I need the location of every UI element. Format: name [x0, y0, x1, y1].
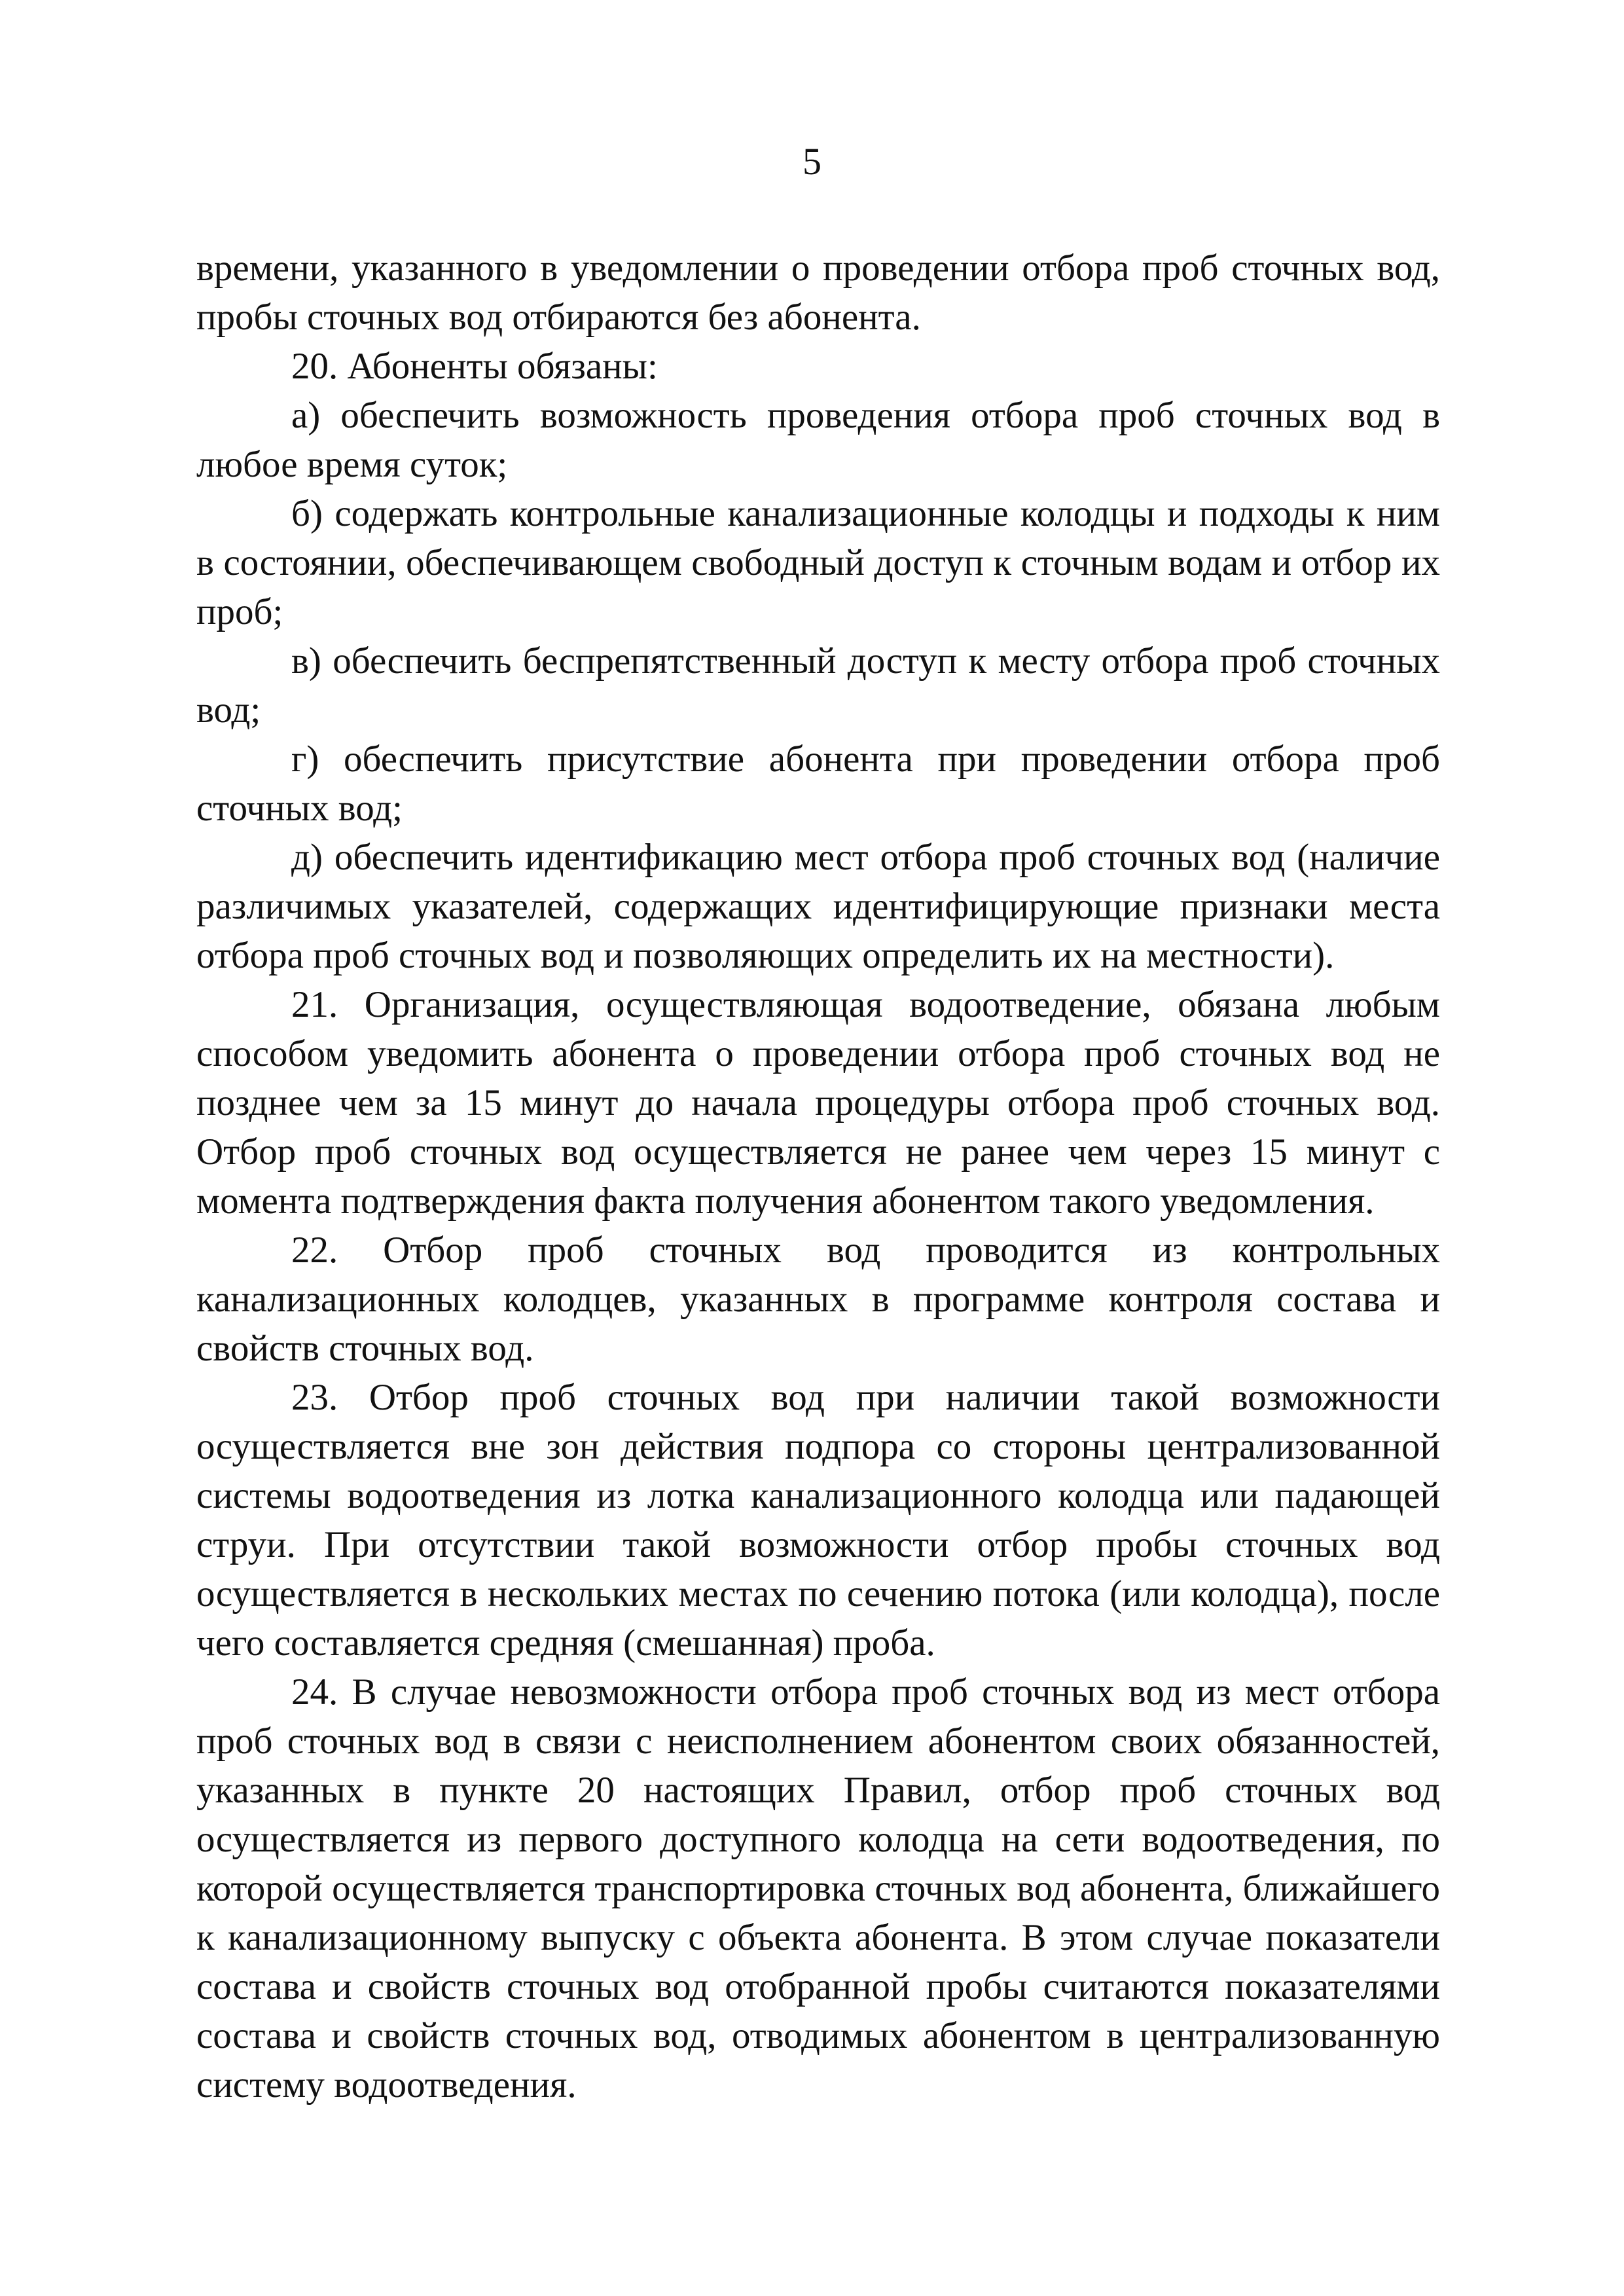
- page-number: 5: [803, 140, 821, 183]
- paragraph-clause-24: 24. В случае невозможности отбора проб сточных вод из мест отбора проб сточных вод в связи с неисполнением абонентом своих обязанностей, указанных в пункте 20 настоящих Правил, отбор проб сточных вод осуществляется из первого доступного колодца на сети водоотведения, по которой осуществляется транспортировка сточных вод абонента, ближайшего к канализационному выпуску с объекта абонента. В этом случае показатели состава и свойств сточных вод отобранной пробы считаются показателями состава и свойств сточных вод, отводимых абонентом в централизованную систему водоотведения.: [196, 1671, 1440, 2105]
- paragraph-clause-20: 20. Абоненты обязаны:: [291, 346, 658, 387]
- paragraph-continuation: времени, указанного в уведомлении о проведении отбора проб сточных вод, пробы сточных вод отбираются без абонента.: [196, 247, 1440, 338]
- paragraph-clause-20-v: в) обеспечить беспрепятственный доступ к месту отбора проб сточных вод;: [196, 640, 1440, 731]
- paragraph-clause-21: 21. Организация, осуществляющая водоотведение, обязана любым способом уведомить абонента о проведении отбора проб сточных вод не позднее чем за 15 минут до начала процедуры отбора проб сточных вод. Отбор проб сточных вод осуществляется не ранее чем через 15 минут с момента подтверждения факта получения абонентом такого уведомления.: [196, 984, 1440, 1222]
- document-body: [196, 244, 1440, 2109]
- paragraph-clause-22: 22. Отбор проб сточных вод проводится из контрольных канализационных колодцев, указанных в программе контроля состава и свойств сточных вод.: [196, 1230, 1440, 1369]
- paragraph-clause-20-d: д) обеспечить идентификацию мест отбора проб сточных вод (наличие различимых указателей, содержащих идентифицирующие признаки места отбора проб сточных вод и позволяющих определить их на местности).: [196, 837, 1440, 976]
- paragraph-clause-20-g: г) обеспечить присутствие абонента при проведении отбора проб сточных вод;: [196, 738, 1440, 829]
- paragraph-clause-23: 23. Отбор проб сточных вод при наличии такой возможности осуществляется вне зон действия подпора со стороны централизованной системы водоотведения из лотка канализационного колодца или падающей струи. При отсутствии такой возможности отбор пробы сточных вод осуществляется в нескольких местах по сечению потока (или колодца), после чего составляется средняя (смешанная) проба.: [196, 1377, 1440, 1664]
- paragraph-clause-20-b: б) содержать контрольные канализационные колодцы и подходы к ним в состоянии, обеспечивающем свободный доступ к сточным водам и отбор их проб;: [196, 493, 1440, 632]
- paragraph-clause-20-a: а) обеспечить возможность проведения отбора проб сточных вод в любое время суток;: [196, 395, 1440, 485]
